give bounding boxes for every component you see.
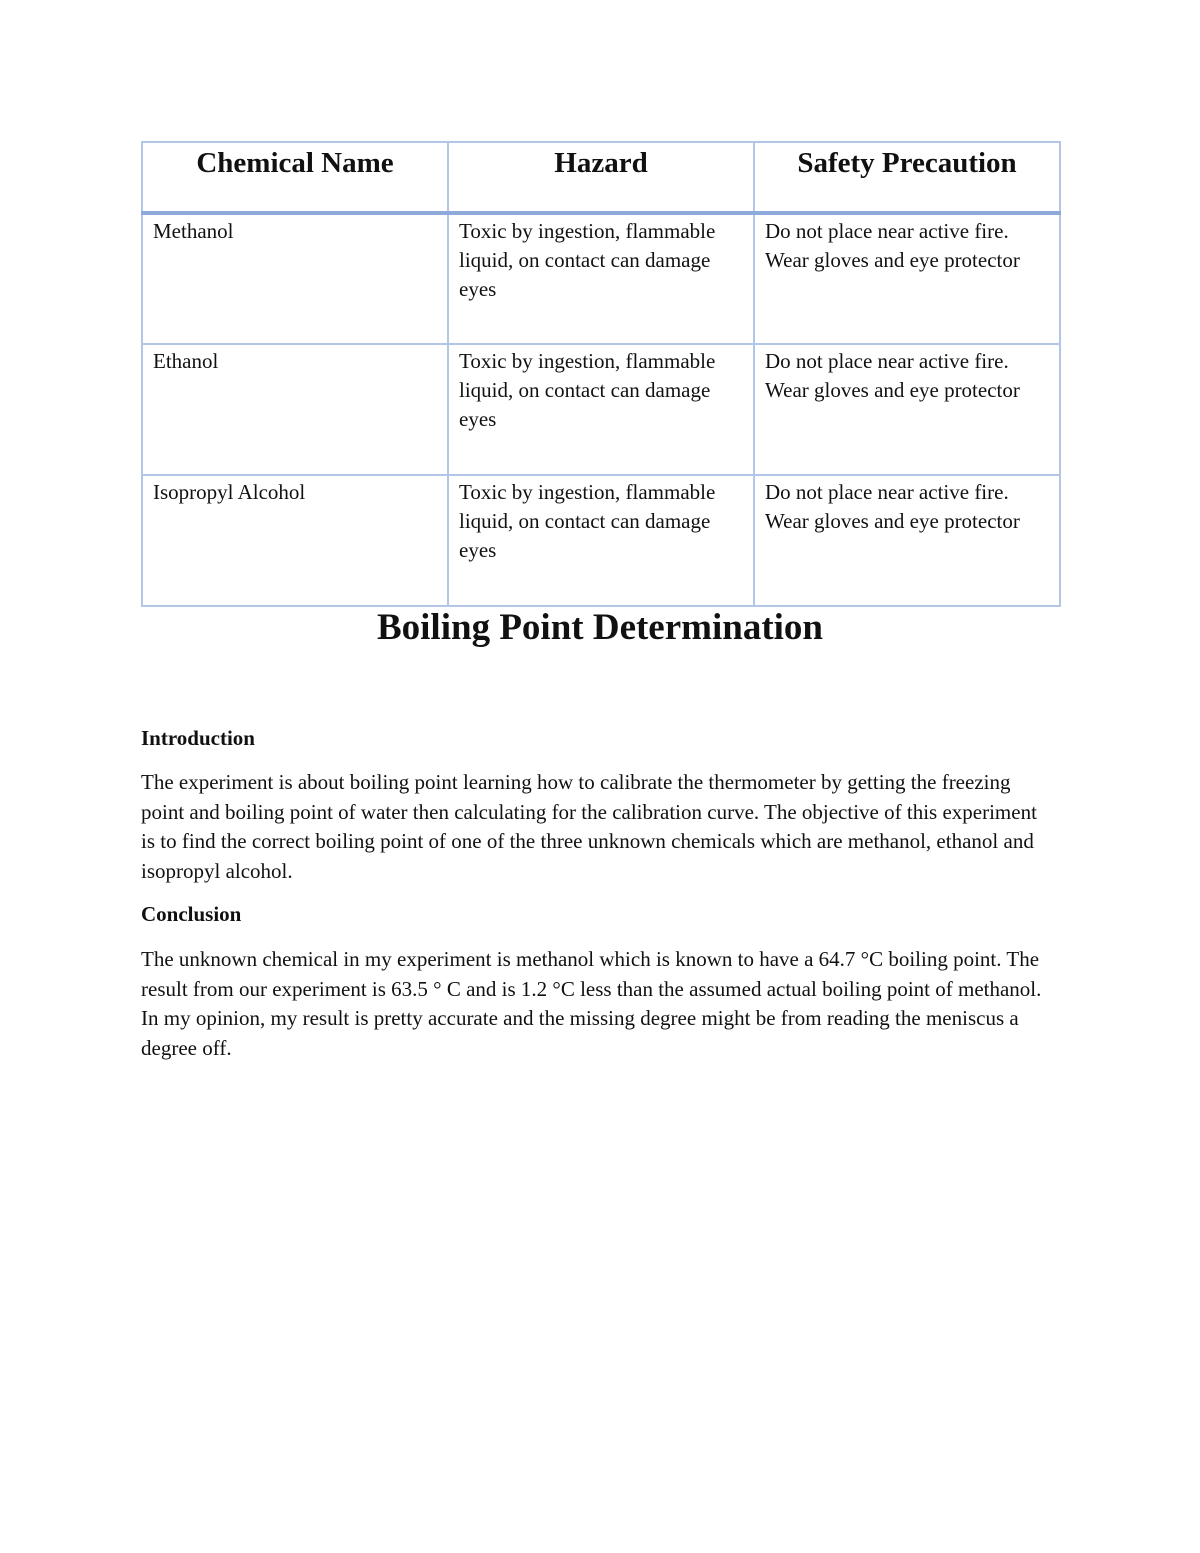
cell-chemical: Methanol [142,213,448,344]
page-title: Boiling Point Determination [376,607,824,648]
cell-hazard: Toxic by ingestion, flammable liquid, on contact can damage eyes [448,344,754,475]
conclusion-paragraph: The unknown chemical in my experiment is methanol which is known to have a 64.7 °C boiling point. The result from our experiment is 63.5 ° C and is 1.2 °C less than the assumed actual boiling point of methanol. In my opinion, my result is pretty accurate and the missing degree might be from reading the meniscus a degree off. [141,947,1042,1060]
cell-hazard: Toxic by ingestion, flammable liquid, on contact can damage eyes [448,475,754,606]
table-row [142,344,1060,475]
introduction-heading: Introduction [141,726,255,750]
header-hazard: Hazard [448,142,754,213]
cell-precaution: Do not place near active fire. Wear gloves and eye protector [754,475,1060,606]
conclusion-heading: Conclusion [141,902,242,926]
table-row [142,213,1060,344]
cell-hazard: Toxic by ingestion, flammable liquid, on contact can damage eyes [448,213,754,344]
cell-precaution: Do not place near active fire. Wear gloves and eye protector [754,213,1060,344]
chemical-safety-table [141,141,1061,607]
cell-chemical: Ethanol [142,344,448,475]
cell-precaution: Do not place near active fire. Wear gloves and eye protector [754,344,1060,475]
header-safety-precaution: Safety Precaution [754,142,1060,213]
header-chemical-name: Chemical Name [142,142,448,213]
cell-chemical: Isopropyl Alcohol [142,475,448,606]
table-row [142,475,1060,606]
table-header-row [142,142,1060,213]
introduction-paragraph: The experiment is about boiling point learning how to calibrate the thermometer by getting the freezing point and boiling point of water then calculating for the calibration curve. The objective of this experiment is to find the correct boiling point of one of the three unknown chemicals which are methanol, ethanol and isopropyl alcohol. [141,770,1037,883]
